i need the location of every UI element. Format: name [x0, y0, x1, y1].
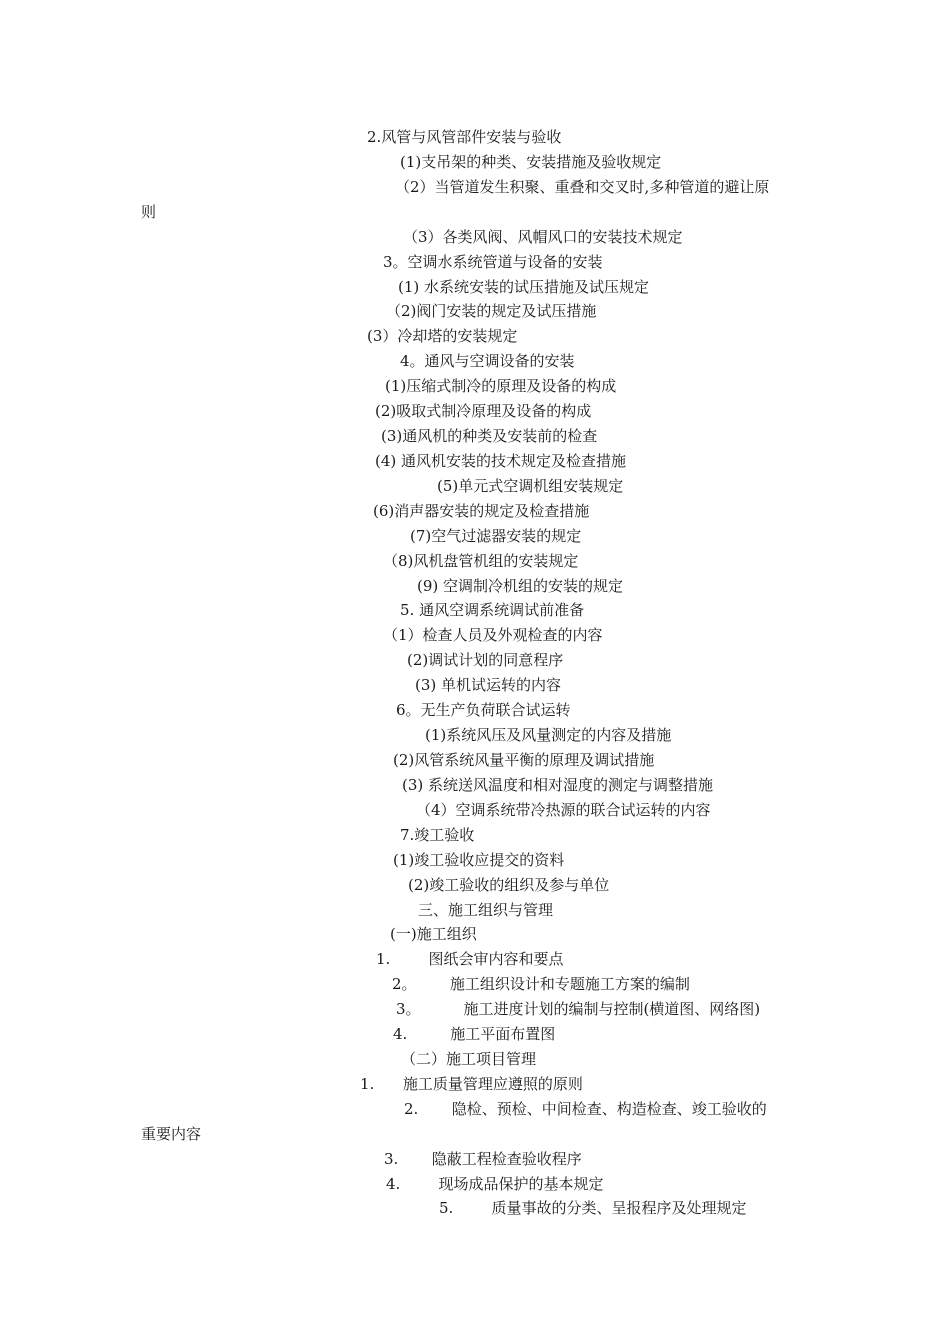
text-line: 3。空调水系统管道与设备的安装 [383, 253, 603, 271]
text-line: (9) 空调制冷机组的安装的规定 [417, 577, 624, 595]
text-line: (2)风管系统风量平衡的原理及调试措施 [393, 751, 655, 769]
text-line: (3) 系统送风温度和相对湿度的测定与调整措施 [402, 776, 714, 794]
text-line: 5. 通风空调系统调试前准备 [400, 601, 585, 619]
text-line: 4. 现场成品保护的基本规定 [386, 1175, 604, 1193]
text-line: (3)通风机的种类及安装前的检查 [381, 427, 598, 445]
text-line: 则 [141, 203, 157, 221]
text-line: (6)消声器安装的规定及检查措施 [373, 502, 590, 520]
text-line: (1)系统风压及风量测定的内容及措施 [425, 726, 672, 744]
text-line: 4。通风与空调设备的安装 [400, 352, 575, 370]
text-line: 2。 施工组织设计和专题施工方案的编制 [392, 975, 690, 993]
text-line: 1. 施工质量管理应遵照的原则 [360, 1075, 583, 1093]
text-line: (1)压缩式制冷的原理及设备的构成 [385, 377, 617, 395]
text-line: （1）检查人员及外观检查的内容 [383, 626, 603, 644]
text-line: (1) 水系统安装的试压措施及试压规定 [398, 278, 650, 296]
text-line: (1)竣工验收应提交的资料 [393, 851, 565, 869]
text-line: (5)单元式空调机组安装规定 [437, 477, 624, 495]
text-line: (7)空气过滤器安装的规定 [410, 527, 582, 545]
text-line: 2. 隐检、预检、中间检查、构造检查、竣工验收的 [404, 1100, 767, 1118]
text-line: 2.风管与风管部件安装与验收 [367, 128, 562, 146]
text-line: 三、施工组织与管理 [418, 901, 554, 919]
text-line: 1. 图纸会审内容和要点 [376, 950, 564, 968]
text-line: (3）冷却塔的安装规定 [367, 327, 518, 345]
text-line: （2)阀门安装的规定及试压措施 [386, 302, 597, 320]
text-line: 3。 施工进度计划的编制与控制(横道图、网络图) [396, 1000, 761, 1018]
text-line: (2)竣工验收的组织及参与单位 [408, 876, 610, 894]
text-line: 6。无生产负荷联合试运转 [396, 701, 571, 719]
text-line: （2）当管道发生积聚、重叠和交叉时,多种管道的避让原 [395, 178, 770, 196]
text-line: 5. 质量事故的分类、呈报程序及处理规定 [439, 1199, 747, 1217]
text-line: （3）各类风阀、风帽风口的安装技术规定 [403, 228, 683, 246]
text-line: (4) 通风机安装的技术规定及检查措施 [375, 452, 627, 470]
text-line: 重要内容 [141, 1125, 202, 1143]
text-line: （8)风机盘管机组的安装规定 [383, 552, 579, 570]
text-line: (一)施工组织 [390, 925, 477, 943]
text-line: （二）施工项目管理 [401, 1050, 537, 1068]
text-line: 4. 施工平面布置图 [393, 1025, 556, 1043]
text-line: （4）空调系统带冷热源的联合试运转的内容 [416, 801, 711, 819]
text-line: (1)支吊架的种类、安装措施及验收规定 [400, 153, 662, 171]
text-line: 3. 隐蔽工程检查验收程序 [384, 1150, 582, 1168]
text-line: (2)调试计划的同意程序 [407, 651, 564, 669]
text-line: (2)吸取式制冷原理及设备的构成 [375, 402, 592, 420]
text-line: (3) 单机试运转的内容 [415, 676, 562, 694]
text-line: 7.竣工验收 [400, 826, 475, 844]
